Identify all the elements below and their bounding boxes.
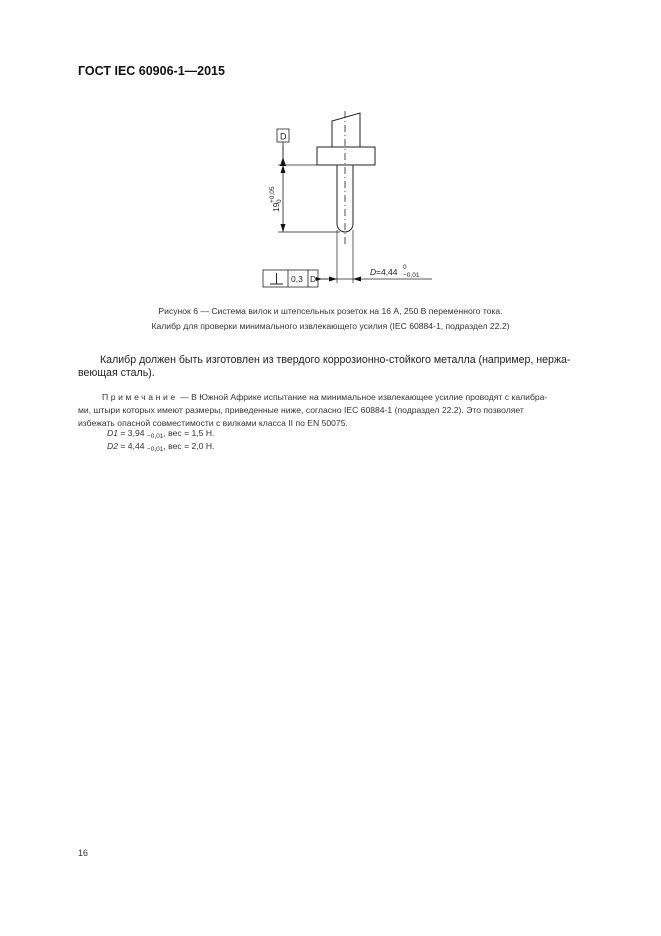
- d2-tol: −0,01: [146, 446, 164, 453]
- gauge-drawing: [250, 105, 450, 295]
- length-upper-tol: +0,05: [269, 186, 276, 203]
- datum-arrow: [280, 157, 286, 166]
- paragraph-line2: веющая сталь).: [78, 367, 155, 379]
- note-line3: избежать опасной совместимости с вилками класса II по EN 50075.: [78, 418, 348, 428]
- d2-line: [107, 441, 214, 453]
- page-number: 16: [78, 848, 89, 858]
- d2-rest: , вес = 2,0 Н.: [163, 441, 215, 451]
- d1-tol: −0,01: [146, 433, 164, 440]
- d2-label: D2: [107, 441, 118, 451]
- diameter-symbol: D: [370, 267, 377, 277]
- note-line1: — В Южной Африке испытание на минимальное извлекающее усилие проводят с калибра-: [177, 392, 548, 402]
- note-block: [78, 391, 586, 430]
- tolerance-value: 0,3: [291, 274, 303, 284]
- d1-rest: , вес = 1,5 Н.: [163, 428, 215, 438]
- document-header: ГОСТ IEC 60906-1—2015: [78, 64, 225, 78]
- note-line2: ми, штыри которых имеют размеры, приведенные ниже, согласно IEC 60884-1 (подраздел 22.2). Это позволяет: [78, 405, 524, 415]
- d1-label: D1: [107, 428, 118, 438]
- d2-value: = 4,44: [118, 441, 147, 451]
- figure-caption-line1: Рисунок 6 — Система вилок и штепсельных розеток на 16 А, 250 В переменного тока.: [158, 306, 503, 316]
- tolerance-datum: D: [310, 274, 317, 284]
- gauge-drawing-svg: [250, 105, 450, 295]
- paragraph-line1: Калибр должен быть изготовлен из твердого коррозионно-стойкого металла (например, нержа-: [100, 354, 571, 366]
- figure-caption-line2: Калибр для проверки минимального извлекающего усилия (IEC 60884-1, подраздел 22.2): [151, 321, 510, 331]
- diameter-upper-tol: 0: [403, 264, 407, 271]
- d1-line: [107, 428, 214, 440]
- gauge-handle-outline: [332, 113, 360, 147]
- diameter-lower-tol: −0,01: [403, 272, 420, 279]
- diameter-value: =4,44: [376, 267, 398, 277]
- length-lower-tol: 0: [276, 199, 283, 203]
- body-paragraph: [78, 354, 586, 380]
- datum-label: D: [280, 131, 287, 142]
- note-label: Примечание: [102, 392, 178, 402]
- d1-value: = 3,94: [118, 428, 147, 438]
- gauge-collar: [317, 147, 375, 165]
- length-nominal: 19: [271, 202, 281, 212]
